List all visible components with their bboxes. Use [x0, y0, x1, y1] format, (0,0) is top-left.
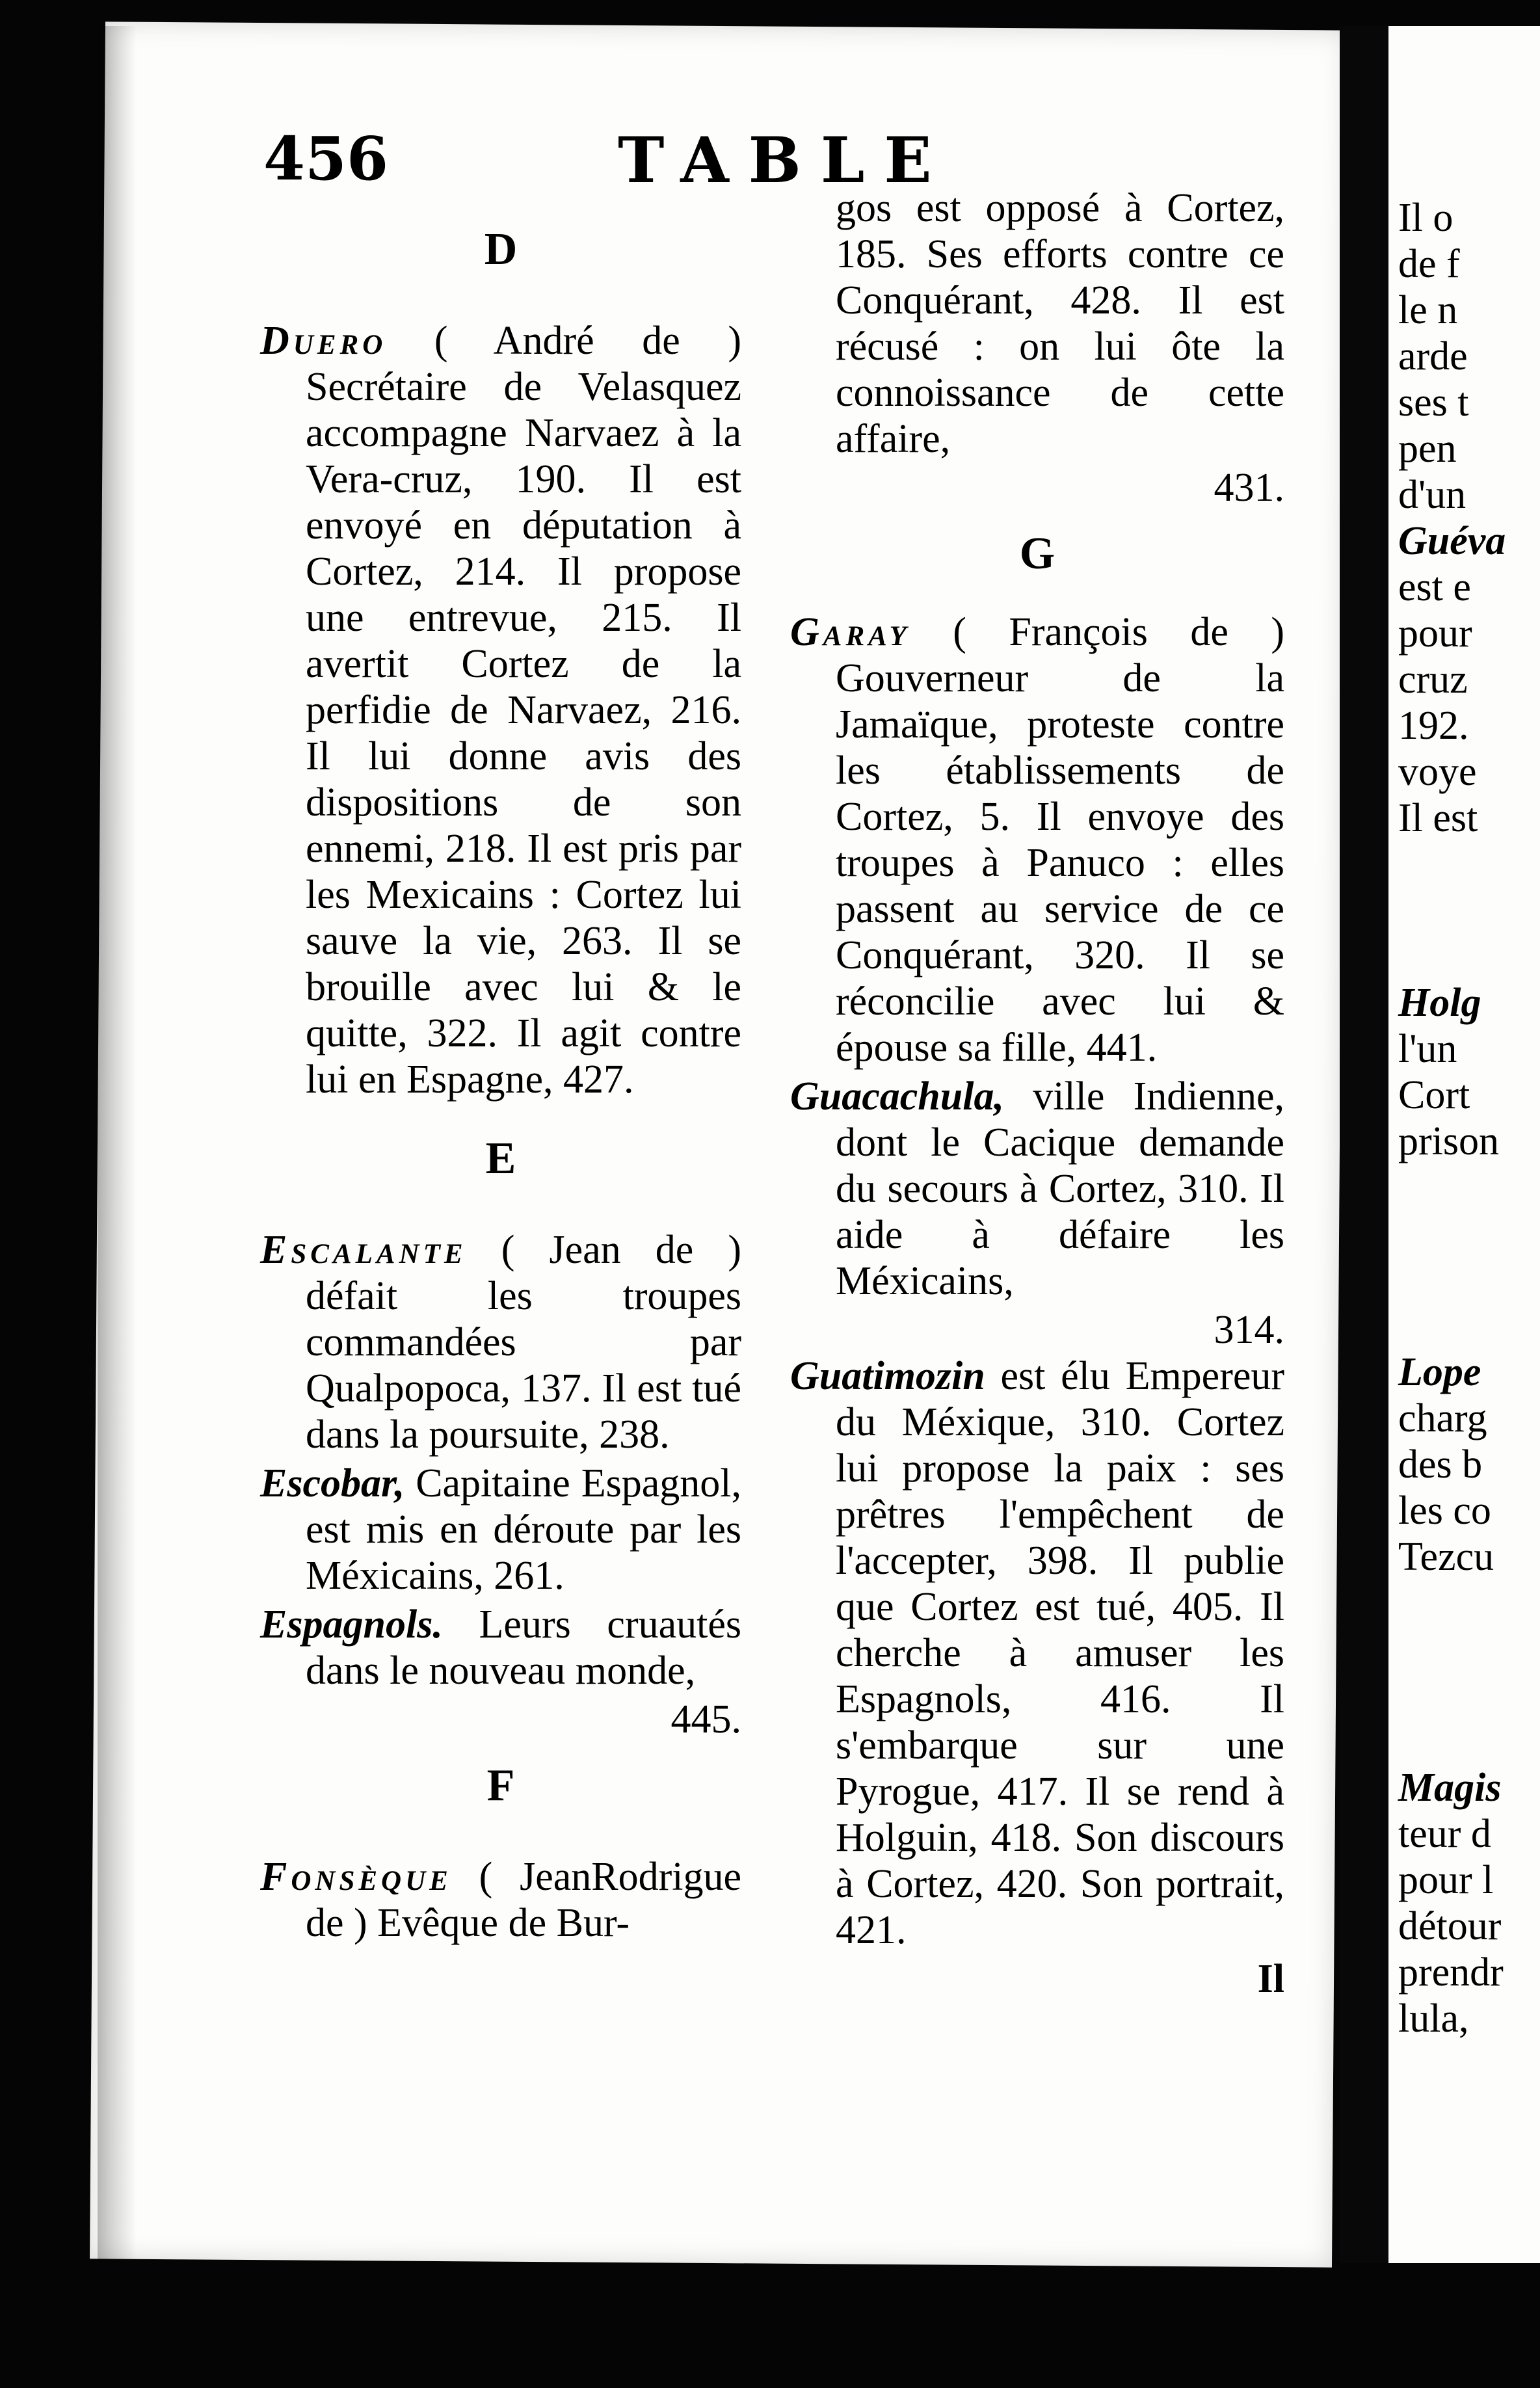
facing-line — [1398, 934, 1506, 980]
facing-line: les co — [1398, 1489, 1491, 1533]
facing-line: teur d — [1398, 1812, 1491, 1856]
running-title: TABLE — [618, 124, 951, 197]
entry-text: ( François de ) Gouverneur de la Jamaïque, proteste contre les établissements de Cortez, 5. Il envoye des troupes à Panuco : elles passent au service de ce Conquérant, 320. Il se réconcilie avec lui & épouse sa fille, — [836, 610, 1284, 1070]
entry-text: est élu Empereur du Méxique, 310. Cortez lui propose la paix : ses prêtres l'empêchent de l'accepter, 398. Il publie que Cortez est tué, 405. Il cherche à amuser les Espagnols, 416. Il s'embarque sur une Pyrogue, 417. Il se rend à Holguin, 418. Son discours à Cortez, 420. Son portrait, 421. — [836, 1354, 1285, 1952]
facing-line: prendr — [1398, 1950, 1504, 1995]
headword: Fonsèque — [260, 1855, 452, 1899]
section-letter-e: E — [485, 1134, 516, 1184]
facing-line — [1398, 842, 1506, 888]
facing-line — [1398, 888, 1506, 934]
facing-line: pour — [1398, 611, 1472, 656]
facing-line: de f — [1398, 242, 1460, 286]
facing-line — [1398, 1719, 1506, 1765]
facing-line — [1398, 1580, 1506, 1626]
left-column — [260, 221, 741, 1949]
entry-text: ville Indienne, dont le Cacique demande du secours à Cortez, 310. Il aide à défaire les Méxicains, — [836, 1074, 1284, 1303]
headword: Duero — [260, 319, 387, 363]
entry-page-ref: 314. — [1214, 1308, 1284, 1352]
entry-continuation — [790, 185, 1284, 462]
headword: Escalante — [260, 1228, 467, 1272]
headword: Garay — [790, 610, 910, 654]
entry-page-ref: 445. — [670, 1697, 741, 1742]
index-entry-guatimozin — [790, 1353, 1284, 1954]
facing-line: charg — [1398, 1396, 1487, 1440]
facing-line: lula, — [1398, 1997, 1469, 2041]
headword: Guatimozin — [790, 1354, 985, 1398]
facing-line: Cort — [1398, 1073, 1470, 1117]
facing-line: cruz — [1398, 657, 1468, 702]
entry-text: Leurs cruautés dans le nouveau monde, — [306, 1602, 741, 1693]
entry-page-ref: 431. — [1214, 466, 1284, 510]
headword: Guacachula, — [790, 1074, 1004, 1119]
page-gutter — [1340, 26, 1388, 2263]
facing-line: Il est — [1398, 796, 1478, 840]
headword: Espagnols. — [260, 1602, 443, 1647]
facing-line: détour — [1398, 1904, 1502, 1948]
catchword: Il — [1257, 1957, 1284, 2001]
index-entry-duero — [260, 318, 741, 1103]
entry-text: ( JeanRodrigue de ) Evêque de Bur- — [306, 1855, 741, 1945]
facing-line: voye — [1398, 750, 1477, 794]
entry-text: ( André de ) Secrétaire de Velasquez accompagne Narvaez à la Vera-cruz, 190. Il est envoyé en députation à Cortez, 214. Il propose une entrevue, 215. Il avertit Cortez de la perfidie de Narvaez, 216. Il lui donne avis des dispositions de son ennemi, 218. Il est pris par les Mexicains : Cortez lui sauve la vie, 263. Il se brouille avec lui & le quitte, 322. Il agit contre lui en Espagne, 427. — [306, 319, 741, 1102]
index-entry-garay — [790, 609, 1284, 1071]
facing-line: Guéva — [1398, 519, 1506, 563]
facing-line: Magis — [1398, 1766, 1502, 1810]
entry-text: Capitaine Espagnol, est mis en déroute par les Méxicains, 261. — [306, 1461, 741, 1598]
facing-line — [1398, 1257, 1506, 1303]
facing-line: 192. — [1398, 704, 1469, 748]
facing-line: pour l — [1398, 1858, 1494, 1902]
section-letter-f: F — [486, 1760, 515, 1811]
section-letter-d: D — [484, 224, 518, 274]
facing-line: le n — [1398, 288, 1458, 332]
entry-text: ( Jean de ) défait les troupes commandées par Qualpopoca, 137. Il est tué dans la poursuite, 238. — [306, 1228, 741, 1457]
facing-line — [1398, 1211, 1506, 1257]
facing-line: pen — [1398, 427, 1457, 471]
page-number: 456 — [263, 124, 389, 194]
facing-line: est e — [1398, 565, 1471, 609]
facing-line: Holg — [1398, 981, 1481, 1025]
index-entry-espagnols — [260, 1602, 741, 1694]
index-entry-escalante — [260, 1227, 741, 1458]
facing-line: arde — [1398, 334, 1468, 378]
right-column — [790, 185, 1284, 2002]
facing-line: d'un — [1398, 473, 1467, 517]
facing-line: prison — [1398, 1119, 1499, 1163]
headword: Escobar, — [260, 1461, 405, 1506]
facing-line: l'un — [1398, 1027, 1457, 1071]
entry-text: gos est opposé à Cortez, 185. Ses efforts contre ce Conquérant, 428. Il est récusé : on lui ôte la connoissance de cette affaire, — [836, 186, 1284, 461]
facing-line — [1398, 1626, 1506, 1673]
facing-line: Il o — [1398, 196, 1454, 240]
entry-page-ref: 441. — [1086, 1026, 1158, 1070]
index-entry-fonseque — [260, 1854, 741, 1946]
facing-line: Tezcu — [1398, 1535, 1494, 1579]
index-entry-guacachula — [790, 1074, 1284, 1305]
facing-line — [1398, 1165, 1506, 1211]
facing-line — [1398, 1303, 1506, 1349]
spine-shadow — [98, 26, 137, 2263]
facing-line — [1398, 1673, 1506, 1719]
facing-line: des b — [1398, 1442, 1483, 1487]
facing-line: Lope — [1398, 1350, 1481, 1394]
facing-page-text — [1398, 195, 1506, 2042]
section-letter-g: G — [1019, 529, 1055, 579]
index-entry-escobar — [260, 1461, 741, 1599]
facing-line: ses t — [1398, 380, 1469, 425]
